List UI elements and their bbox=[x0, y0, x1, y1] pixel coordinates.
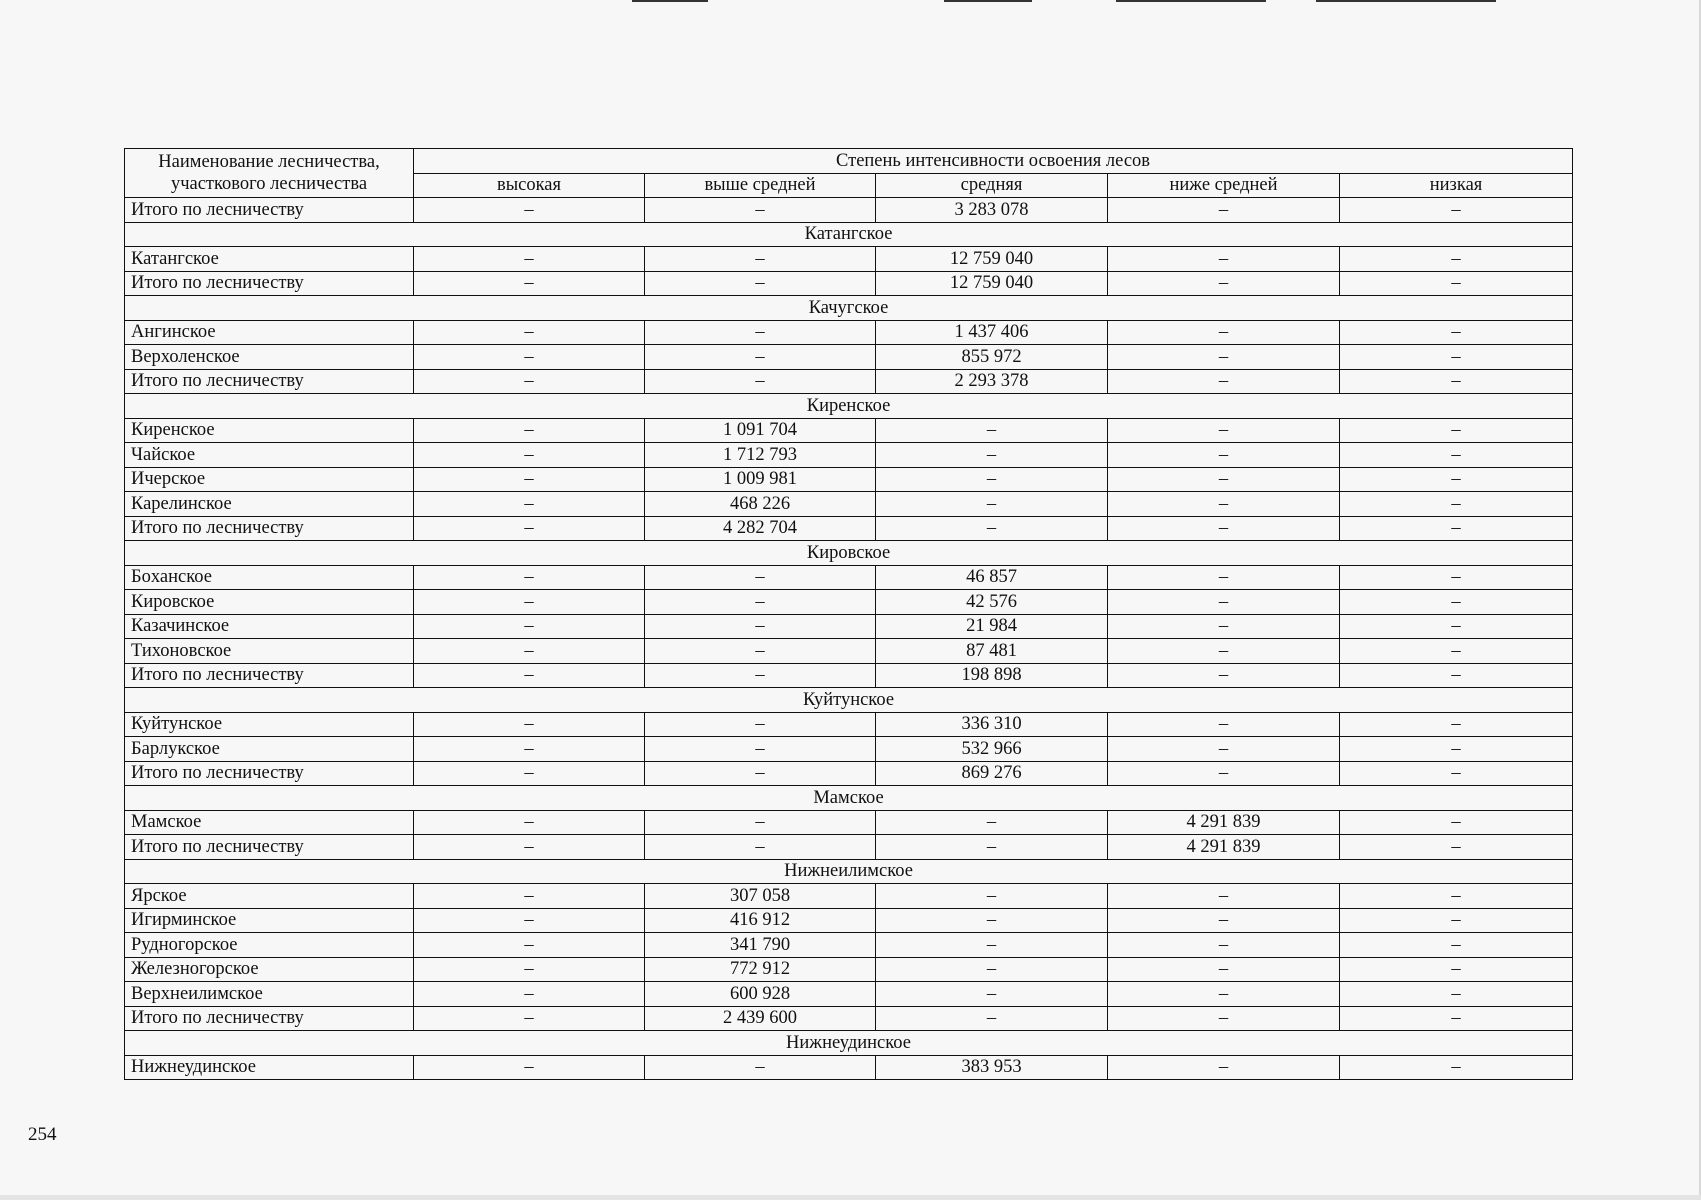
header-level: средняя bbox=[876, 173, 1108, 198]
row-name: Ичерское bbox=[125, 467, 414, 492]
table-row bbox=[125, 492, 1573, 517]
group-header-row bbox=[125, 541, 1573, 566]
row-value: – bbox=[1340, 908, 1573, 933]
table-row bbox=[125, 957, 1573, 982]
row-value: – bbox=[1340, 614, 1573, 639]
row-value: – bbox=[1340, 247, 1573, 272]
row-value: – bbox=[414, 712, 645, 737]
row-value: – bbox=[876, 957, 1108, 982]
row-value: 12 759 040 bbox=[876, 247, 1108, 272]
row-value: – bbox=[414, 933, 645, 958]
row-value: – bbox=[414, 443, 645, 468]
header-level: выше средней bbox=[645, 173, 876, 198]
row-value: – bbox=[414, 810, 645, 835]
row-value: – bbox=[645, 614, 876, 639]
row-value: – bbox=[1108, 1055, 1340, 1080]
row-value: 1 437 406 bbox=[876, 320, 1108, 345]
row-value: – bbox=[1108, 639, 1340, 664]
row-value: 1 712 793 bbox=[645, 443, 876, 468]
group-header-row bbox=[125, 222, 1573, 247]
row-value: – bbox=[414, 663, 645, 688]
page-number: 254 bbox=[28, 1124, 57, 1145]
row-value: – bbox=[1340, 712, 1573, 737]
row-value: – bbox=[876, 516, 1108, 541]
row-value: – bbox=[414, 516, 645, 541]
row-value: – bbox=[1340, 639, 1573, 664]
table-row bbox=[125, 639, 1573, 664]
row-value: – bbox=[645, 761, 876, 786]
row-name: Куйтунское bbox=[125, 712, 414, 737]
row-name: Мамское bbox=[125, 810, 414, 835]
table-row bbox=[125, 835, 1573, 860]
group-title: Катангское bbox=[125, 222, 1573, 247]
row-value: – bbox=[1108, 369, 1340, 394]
row-name: Рудногорское bbox=[125, 933, 414, 958]
row-value: – bbox=[1108, 418, 1340, 443]
row-value: – bbox=[1340, 467, 1573, 492]
row-value: – bbox=[645, 712, 876, 737]
row-value: 4 291 839 bbox=[1108, 835, 1340, 860]
table-row bbox=[125, 369, 1573, 394]
row-value: – bbox=[1108, 884, 1340, 909]
row-value: 42 576 bbox=[876, 590, 1108, 615]
row-value: – bbox=[645, 590, 876, 615]
row-value: 2 439 600 bbox=[645, 1006, 876, 1031]
row-name: Кировское bbox=[125, 590, 414, 615]
table-row bbox=[125, 614, 1573, 639]
table-row bbox=[125, 345, 1573, 370]
row-value: – bbox=[1340, 443, 1573, 468]
header-name-column: Наименование лесничества, участкового лесничества bbox=[125, 149, 414, 198]
row-value: – bbox=[1108, 933, 1340, 958]
row-name: Итого по лесничеству bbox=[125, 663, 414, 688]
row-value: – bbox=[1108, 982, 1340, 1007]
row-value: – bbox=[414, 1055, 645, 1080]
row-value: – bbox=[1340, 492, 1573, 517]
row-value: – bbox=[1340, 345, 1573, 370]
group-title: Нижнеудинское bbox=[125, 1031, 1573, 1056]
table-row bbox=[125, 982, 1573, 1007]
group-title: Нижнеилимское bbox=[125, 859, 1573, 884]
row-value: – bbox=[414, 908, 645, 933]
row-name: Игирминское bbox=[125, 908, 414, 933]
row-value: – bbox=[1108, 443, 1340, 468]
row-value: – bbox=[1108, 247, 1340, 272]
table-row bbox=[125, 933, 1573, 958]
row-value: – bbox=[414, 761, 645, 786]
row-name: Железногорское bbox=[125, 957, 414, 982]
row-value: 46 857 bbox=[876, 565, 1108, 590]
row-value: – bbox=[1340, 957, 1573, 982]
row-value: – bbox=[876, 835, 1108, 860]
row-value: 341 790 bbox=[645, 933, 876, 958]
row-name: Бoханское bbox=[125, 565, 414, 590]
row-value: – bbox=[876, 933, 1108, 958]
row-value: – bbox=[1108, 663, 1340, 688]
table-row bbox=[125, 271, 1573, 296]
row-value: 772 912 bbox=[645, 957, 876, 982]
row-value: – bbox=[645, 1055, 876, 1080]
forest-intensity-table bbox=[124, 148, 1573, 1080]
row-value: – bbox=[1108, 737, 1340, 762]
row-value: – bbox=[414, 835, 645, 860]
row-value: – bbox=[414, 369, 645, 394]
row-value: – bbox=[876, 418, 1108, 443]
row-value: – bbox=[1340, 271, 1573, 296]
row-value: – bbox=[414, 590, 645, 615]
row-value: – bbox=[645, 320, 876, 345]
row-value: 307 058 bbox=[645, 884, 876, 909]
row-name: Барлукское bbox=[125, 737, 414, 762]
group-header-row bbox=[125, 394, 1573, 419]
row-value: – bbox=[645, 835, 876, 860]
row-value: – bbox=[1340, 663, 1573, 688]
row-value: – bbox=[876, 492, 1108, 517]
row-value: – bbox=[1108, 712, 1340, 737]
row-value: 855 972 bbox=[876, 345, 1108, 370]
header-intensity-title: Степень интенсивности освоения лесов bbox=[414, 149, 1573, 174]
row-value: – bbox=[645, 345, 876, 370]
row-value: – bbox=[1340, 982, 1573, 1007]
row-value: – bbox=[1340, 737, 1573, 762]
row-value: – bbox=[1108, 198, 1340, 223]
group-title: Качугское bbox=[125, 296, 1573, 321]
row-value: – bbox=[1108, 320, 1340, 345]
row-value: – bbox=[414, 467, 645, 492]
row-value: – bbox=[1340, 810, 1573, 835]
row-value: 1 091 704 bbox=[645, 418, 876, 443]
scan-bottom-edge bbox=[0, 1195, 1701, 1200]
row-value: – bbox=[876, 908, 1108, 933]
row-value: – bbox=[1108, 957, 1340, 982]
row-value: – bbox=[414, 737, 645, 762]
row-name: Итого по лесничеству bbox=[125, 835, 414, 860]
row-name: Киренское bbox=[125, 418, 414, 443]
row-value: 416 912 bbox=[645, 908, 876, 933]
row-value: – bbox=[1340, 198, 1573, 223]
row-value: – bbox=[414, 1006, 645, 1031]
row-value: – bbox=[876, 443, 1108, 468]
table-row bbox=[125, 1006, 1573, 1031]
row-value: 1 009 981 bbox=[645, 467, 876, 492]
row-value: 336 310 bbox=[876, 712, 1108, 737]
row-name: Итого по лесничеству bbox=[125, 369, 414, 394]
row-value: – bbox=[1340, 565, 1573, 590]
table-row bbox=[125, 712, 1573, 737]
row-value: – bbox=[645, 663, 876, 688]
row-value: 87 481 bbox=[876, 639, 1108, 664]
row-value: – bbox=[876, 810, 1108, 835]
row-value: – bbox=[1340, 590, 1573, 615]
group-title: Кировское bbox=[125, 541, 1573, 566]
row-value: – bbox=[1340, 933, 1573, 958]
table-row bbox=[125, 320, 1573, 345]
row-name: Верхоленское bbox=[125, 345, 414, 370]
row-value: – bbox=[414, 198, 645, 223]
row-value: 21 984 bbox=[876, 614, 1108, 639]
row-value: – bbox=[1108, 492, 1340, 517]
row-value: – bbox=[1108, 271, 1340, 296]
row-value: – bbox=[876, 467, 1108, 492]
row-value: – bbox=[414, 247, 645, 272]
header-level: высокая bbox=[414, 173, 645, 198]
row-value: 198 898 bbox=[876, 663, 1108, 688]
row-value: 468 226 bbox=[645, 492, 876, 517]
row-value: – bbox=[414, 418, 645, 443]
table-row bbox=[125, 1055, 1573, 1080]
row-value: – bbox=[876, 982, 1108, 1007]
header-level: ниже средней bbox=[1108, 173, 1340, 198]
row-value: – bbox=[1340, 761, 1573, 786]
table-row bbox=[125, 810, 1573, 835]
row-value: – bbox=[1108, 565, 1340, 590]
table-row bbox=[125, 467, 1573, 492]
table-row bbox=[125, 590, 1573, 615]
group-title: Киренское bbox=[125, 394, 1573, 419]
row-name: Итого по лесничеству bbox=[125, 198, 414, 223]
row-value: – bbox=[1108, 1006, 1340, 1031]
row-name: Итого по лесничеству bbox=[125, 516, 414, 541]
row-value: – bbox=[645, 271, 876, 296]
row-value: – bbox=[1108, 614, 1340, 639]
scan-top-marks bbox=[0, 0, 1701, 4]
header-level: низкая bbox=[1340, 173, 1573, 198]
row-value: – bbox=[1108, 590, 1340, 615]
table-body bbox=[125, 198, 1573, 1080]
row-value: – bbox=[1108, 908, 1340, 933]
row-value: – bbox=[645, 369, 876, 394]
table-row bbox=[125, 737, 1573, 762]
row-value: – bbox=[645, 639, 876, 664]
row-value: – bbox=[645, 810, 876, 835]
row-name: Катангское bbox=[125, 247, 414, 272]
row-name: Чайское bbox=[125, 443, 414, 468]
row-name: Ярское bbox=[125, 884, 414, 909]
row-value: – bbox=[876, 1006, 1108, 1031]
row-value: – bbox=[1108, 467, 1340, 492]
row-value: – bbox=[645, 247, 876, 272]
table-row bbox=[125, 443, 1573, 468]
row-value: – bbox=[414, 320, 645, 345]
row-value: – bbox=[1340, 516, 1573, 541]
row-value: – bbox=[645, 198, 876, 223]
table-row bbox=[125, 565, 1573, 590]
row-value: – bbox=[1340, 884, 1573, 909]
header-row-1 bbox=[125, 149, 1573, 174]
row-value: – bbox=[414, 639, 645, 664]
row-value: – bbox=[1340, 1006, 1573, 1031]
row-name: Нижнеудинское bbox=[125, 1055, 414, 1080]
row-value: 532 966 bbox=[876, 737, 1108, 762]
row-value: – bbox=[1340, 369, 1573, 394]
row-name: Карелинское bbox=[125, 492, 414, 517]
row-value: – bbox=[645, 565, 876, 590]
row-name: Итого по лесничеству bbox=[125, 271, 414, 296]
table-row bbox=[125, 418, 1573, 443]
table-row bbox=[125, 908, 1573, 933]
row-value: 2 293 378 bbox=[876, 369, 1108, 394]
row-value: 4 291 839 bbox=[1108, 810, 1340, 835]
row-value: – bbox=[414, 884, 645, 909]
row-value: – bbox=[414, 957, 645, 982]
row-value: – bbox=[414, 565, 645, 590]
row-value: – bbox=[1108, 761, 1340, 786]
group-header-row bbox=[125, 1031, 1573, 1056]
group-header-row bbox=[125, 859, 1573, 884]
table-row bbox=[125, 516, 1573, 541]
row-name: Верхнеилимское bbox=[125, 982, 414, 1007]
group-title: Куйтунское bbox=[125, 688, 1573, 713]
group-header-row bbox=[125, 688, 1573, 713]
row-name: Казачинское bbox=[125, 614, 414, 639]
row-name: Итого по лесничеству bbox=[125, 1006, 414, 1031]
row-name: Тихоновское bbox=[125, 639, 414, 664]
row-value: – bbox=[1340, 1055, 1573, 1080]
row-value: – bbox=[1340, 835, 1573, 860]
row-name: Ангинское bbox=[125, 320, 414, 345]
row-value: – bbox=[876, 884, 1108, 909]
row-value: – bbox=[1340, 418, 1573, 443]
group-title: Мамское bbox=[125, 786, 1573, 811]
row-value: 3 283 078 bbox=[876, 198, 1108, 223]
row-value: – bbox=[414, 492, 645, 517]
table-row bbox=[125, 198, 1573, 223]
row-value: 12 759 040 bbox=[876, 271, 1108, 296]
row-value: – bbox=[414, 614, 645, 639]
table-row bbox=[125, 884, 1573, 909]
table-row bbox=[125, 663, 1573, 688]
row-value: 600 928 bbox=[645, 982, 876, 1007]
table-row bbox=[125, 247, 1573, 272]
row-value: – bbox=[414, 271, 645, 296]
row-value: 383 953 bbox=[876, 1055, 1108, 1080]
row-value: – bbox=[645, 737, 876, 762]
row-value: – bbox=[414, 982, 645, 1007]
group-header-row bbox=[125, 296, 1573, 321]
row-value: 869 276 bbox=[876, 761, 1108, 786]
row-name: Итого по лесничеству bbox=[125, 761, 414, 786]
row-value: – bbox=[414, 345, 645, 370]
row-value: – bbox=[1108, 345, 1340, 370]
row-value: – bbox=[1108, 516, 1340, 541]
group-header-row bbox=[125, 786, 1573, 811]
row-value: – bbox=[1340, 320, 1573, 345]
table-row bbox=[125, 761, 1573, 786]
row-value: 4 282 704 bbox=[645, 516, 876, 541]
